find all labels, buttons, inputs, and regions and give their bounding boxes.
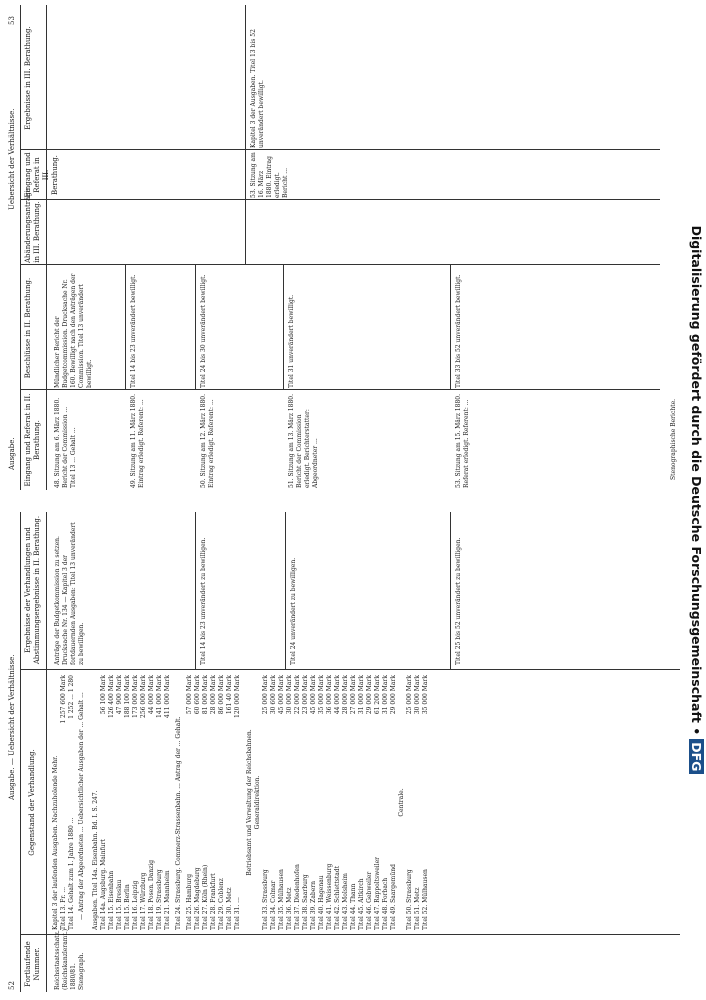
section-d-title: Centrale. — [398, 788, 405, 817]
entry-divider — [195, 265, 196, 390]
budget-line-label: Titel 38. Saarburg — [302, 874, 309, 930]
result-4: Titel 25 bis 52 unverändert zu bewilligen. — [455, 537, 462, 665]
section-c-subtitle: Generaldirektion. — [254, 775, 261, 830]
budget-line-label: Titel 30. Metz — [226, 887, 233, 930]
section-b-items — [186, 675, 242, 930]
budget-line-amount: 45 000 Mark — [278, 675, 285, 715]
budget-line-amount: 31 000 Mark — [358, 675, 365, 715]
budget-line — [414, 675, 422, 930]
budget-line-amount: 188 100 Mark — [124, 675, 131, 718]
budget-line-label: Titel 47. Rappoltsweiler — [374, 856, 381, 930]
right-col-header-result-iii: Ergebnisse in III. Berathung. — [24, 26, 32, 130]
entry-label-line: Stenograph. — [78, 952, 85, 990]
left-page-number: 52 — [8, 981, 16, 990]
budget-line-label: Titel 18. Posen. Danzig — [148, 859, 155, 930]
budget-line-label: Titel 25. Hamburg — [186, 873, 193, 930]
right-col-header-antrag-iii: Abänderungsanträge in III. Berathung. — [24, 188, 41, 263]
budget-line — [310, 675, 318, 930]
budget-line-amount: 47 900 Mark — [116, 675, 123, 715]
budget-line — [262, 675, 270, 930]
entry-divider — [283, 265, 284, 390]
budget-line-label: Titel 15. Breslau — [116, 879, 123, 930]
budget-note: — Antrag der Abgeordneten ... Uebersichtlicher Ausgaben der ... Gehalt ... — [78, 692, 85, 920]
section-c-items — [262, 675, 398, 930]
budget-line-label: Titel 15. Berlin — [124, 884, 131, 930]
budget-line-amount: 120 000 Mark — [234, 675, 241, 718]
dfg-logo-badge: DFG — [689, 739, 704, 774]
budget-line-label: Titel 13. Fr. ... — [60, 886, 67, 930]
right-col-divider-1 — [20, 389, 660, 390]
budget-line — [186, 675, 194, 930]
watermark-text: Digitalisierung gefördert durch die Deutsche Forschungsgemeinschaft • — [689, 225, 704, 736]
result-divider — [195, 512, 196, 670]
budget-line-amount: 44 000 Mark — [334, 675, 341, 715]
left-col-divider-1 — [20, 934, 680, 935]
right-col-header-beschluss: Beschlüsse in II. Berathung. — [24, 277, 32, 379]
beschluss-entry: Titel 33 bis 52 unverändert bewilligt. — [455, 274, 462, 388]
right-page-title-a: Ausgabe. — [8, 437, 16, 470]
budget-line-label: Titel 52. Mülhausen — [422, 869, 429, 930]
right-col-divider-4 — [20, 149, 660, 150]
budget-line-label: Titel 27. Köln (Rhein) — [202, 864, 209, 930]
beschluss-entry: Titel 31 unverändert bewilligt. — [288, 294, 295, 388]
right-page-title-b: Uebersicht der Verhältnisse. — [8, 108, 16, 210]
budget-line — [202, 675, 210, 930]
budget-line — [140, 675, 148, 930]
budget-line — [422, 675, 430, 930]
budget-line — [374, 675, 382, 930]
budget-line — [60, 675, 68, 930]
budget-line-amount: 60 600 Mark — [194, 675, 201, 715]
left-header-rule — [46, 512, 47, 992]
subject-column — [52, 675, 430, 930]
right-col-header-referat-iii: Eingang und Referat in III. Berathung. — [24, 152, 59, 198]
budget-line-amount: 30 000 Mark — [286, 675, 293, 715]
budget-line — [234, 675, 242, 930]
budget-line-amount: 411 000 Mark — [164, 675, 171, 718]
entry-label-line: 1880/81. — [70, 963, 77, 990]
left-col-header-results: Ergebnisse der Verhandlungen und Abstimmungsergebnisse in II. Berathung. — [24, 515, 41, 665]
budget-line-amount: 56 100 Mark — [100, 675, 107, 715]
left-top-rule — [20, 512, 21, 992]
budget-line — [358, 675, 366, 930]
left-col-divider-2 — [20, 669, 680, 670]
right-col-header-referat: Eingang und Referat in II. Berathung. — [24, 393, 41, 487]
budget-line-amount: 44 000 Mark — [148, 675, 155, 715]
budget-line-label: Titel 44. Thann — [350, 883, 357, 930]
budget-line-label: Titel 21. Mannheim — [164, 870, 171, 930]
budget-line-label: Titel 46. Gebweiler — [366, 871, 373, 930]
budget-line — [334, 675, 342, 930]
budget-line — [270, 675, 278, 930]
budget-line-label: Titel 16. Leipzig — [132, 880, 139, 930]
budget-items — [60, 675, 76, 930]
section-a-title: Ausgaben. Titel 14a. Eisenbahn. Bd. I. S. 247. — [92, 790, 99, 930]
budget-line — [406, 675, 414, 930]
beschluss-entry: Titel 24 bis 30 unverändert bewilligt. — [200, 274, 207, 388]
budget-line-amount: 30 000 Mark — [414, 675, 421, 715]
budget-line — [278, 675, 286, 930]
beschluss-entry: Mündlicher Bericht der Budgetcommission. Drucksache Nr. 160. Bewilligt nach den Anträgen der Commission. Titel 13 unverändert bewilligt. — [54, 273, 93, 388]
budget-line-amount: 29 000 Mark — [390, 675, 397, 715]
entry-divider — [125, 265, 126, 390]
section-c-title: Betriebsamt und Verwaltung der Reichsbahnen. — [246, 729, 253, 876]
section-d-items — [406, 675, 430, 930]
budget-line-label: Titel 34. Colmar — [270, 880, 277, 930]
budget-line-amount: 1 257 600 Mark — [60, 675, 67, 724]
right-col-divider-2 — [20, 264, 660, 265]
budget-line — [318, 675, 326, 930]
budget-line-label: Titel 35. Mülhausen — [278, 869, 285, 930]
section-a-items — [100, 675, 172, 930]
budget-line-label: Titel 39. Zabern — [310, 880, 317, 930]
budget-line-label: Titel 33. Strassburg — [262, 869, 269, 930]
budget-line — [68, 675, 76, 930]
result-3: Titel 24 unverändert zu bewilligen. — [290, 557, 297, 665]
budget-line-amount: 81 000 Mark — [202, 675, 209, 715]
budget-line — [132, 675, 140, 930]
budget-line-amount: 126 400 Mark — [108, 675, 115, 718]
beschluss-entry: Titel 14 bis 23 unverändert bewilligt. — [130, 274, 137, 388]
left-col-header-subject: Gegenstand der Verhandlung. — [28, 749, 36, 856]
budget-line — [294, 675, 302, 930]
budget-line-label: Titel 42. Schlettstadt — [334, 865, 341, 930]
referat-iii-entry: 53. Sitzung am 16. März 1880. Eintrag erledigt. Bericht ... — [250, 152, 289, 198]
budget-line-label: Titel 31. ... — [234, 897, 241, 930]
referat-entry: 48. Sitzung am 6. März 1880. Bericht der Commission ... Titel 13 ... Gehalt ... — [54, 397, 77, 488]
budget-line-amount: 29 000 Mark — [366, 675, 373, 715]
budget-line-label: Titel 51. Metz — [414, 887, 421, 930]
budget-line-amount: 22 000 Mark — [294, 675, 301, 715]
budget-line-label: Titel 14a. Augsburg. Mainfurt — [100, 839, 107, 930]
budget-line-amount: 141 000 Mark — [156, 675, 163, 718]
left-page-title: Ausgabe. — Uebersicht der Verhältnisse. — [8, 654, 16, 800]
budget-line — [124, 675, 132, 930]
left-entry-label — [54, 928, 86, 990]
budget-line-amount: 31 000 Mark — [382, 675, 389, 715]
budget-line-amount: 36 000 Mark — [326, 675, 333, 715]
budget-line-label: Titel 41. Weissenburg — [326, 863, 333, 930]
entry-label-line: Reichsstaatsschatz. (Reichskanzleramt.) — [54, 928, 69, 990]
budget-line-amount: 30 600 Mark — [270, 675, 277, 715]
budget-line — [286, 675, 294, 930]
budget-line-label: Titel 45. Altkirch — [358, 878, 365, 930]
budget-line-label: Titel 14. Gehalt zum 1. Jahre 1880 ... — [68, 817, 75, 930]
right-header-rule — [46, 5, 47, 490]
right-page-footer: Stenographische Berichte. — [670, 398, 677, 480]
budget-line — [382, 675, 390, 930]
budget-line-label: Titel 48. Forbach — [382, 877, 389, 930]
budget-line-amount: 86 000 Mark — [218, 675, 225, 715]
budget-line-amount: 61 200 Mark — [374, 675, 381, 715]
referat-entry: 49. Sitzung am 11. März 1880. Eintrag erledigt. Referent: ... — [130, 394, 145, 488]
budget-line-amount: 23 000 Mark — [302, 675, 309, 715]
budget-line — [390, 675, 398, 930]
budget-line-amount: 35 000 Mark — [318, 675, 325, 715]
budget-line-label: Titel 36. Metz — [286, 887, 293, 930]
section-b-note: Titel 24. Strassburg. Commerz-Strassenbahn. ... Antrag der ... Gehalt. — [175, 716, 182, 930]
budget-line — [116, 675, 124, 930]
budget-line-label: Titel 50. Strassburg — [406, 869, 413, 930]
budget-line-label: Titel 29. Coblenz — [218, 878, 225, 930]
budget-line-amount: 28 000 Mark — [342, 675, 349, 715]
budget-line-amount: 256 000 Mark — [140, 675, 147, 718]
budget-line-label: Titel 17. Würzburg — [140, 872, 147, 930]
budget-line — [164, 675, 172, 930]
budget-line-amount: 25 000 Mark — [262, 675, 269, 715]
entry-divider — [450, 265, 451, 390]
budget-line — [100, 675, 108, 930]
budget-line — [366, 675, 374, 930]
subject-intro: Kapitel 3 der laufenden Ausgaben. Nachzuholende Mehr. — [52, 755, 59, 930]
watermark-text-strip — [686, 0, 706, 1000]
budget-line — [194, 675, 202, 930]
budget-line — [226, 675, 234, 930]
result-iii-entry: Kapitel 3 der Ausgaben. Titel 13 bis 52 unverändert bewilligt. — [250, 29, 265, 148]
budget-line-amount: 173 000 Mark — [132, 675, 139, 718]
entry-divider — [245, 5, 246, 265]
budget-line-amount: 27 000 Mark — [350, 675, 357, 715]
budget-line-label: Titel 37. Diedenhofen — [294, 864, 301, 930]
dfg-watermark — [686, 0, 706, 1000]
result-divider — [285, 512, 286, 670]
referat-entry: 50. Sitzung am 12. März 1880. Eintrag erledigt. Referent: ... — [200, 394, 215, 488]
referat-entry: 53. Sitzung am 15. März 1880. Referat erledigt. Referent: ... — [455, 394, 470, 488]
budget-line — [342, 675, 350, 930]
budget-line-label: Titel 15. Eisenbahn — [108, 870, 115, 930]
budget-line — [302, 675, 310, 930]
right-top-rule — [20, 5, 21, 490]
right-col-divider-3 — [20, 199, 660, 200]
budget-line-label: Titel 26. Magdeburg — [194, 867, 201, 930]
budget-line — [108, 675, 116, 930]
budget-line-label: Titel 19. Strassburg — [156, 869, 163, 930]
budget-line-amount: 161 40 Mark — [226, 675, 233, 715]
budget-line-amount: 25 000 Mark — [406, 675, 413, 715]
budget-line — [218, 675, 226, 930]
budget-line-amount: 57 000 Mark — [186, 675, 193, 715]
budget-line — [210, 675, 218, 930]
result-2: Titel 14 bis 23 unverändert zu bewilligen. — [200, 537, 207, 665]
budget-line-amount: 35 000 Mark — [422, 675, 429, 715]
budget-line — [350, 675, 358, 930]
budget-line-amount: 45 000 Mark — [310, 675, 317, 715]
budget-line — [148, 675, 156, 930]
result-1: Anträge der Budgetkommission zu setzen. Drucksache Nr. 134 — Kapitel 3 der fortdauernden Ausgaben: Titel 13 unverändert zu bewilligen. — [54, 522, 85, 665]
right-page-number: 53 — [8, 16, 16, 25]
budget-line-amount: 28 000 Mark — [210, 675, 217, 715]
budget-line-amount: 1 252 ... 1 280 — [68, 675, 75, 719]
budget-line-label: Titel 28. Frankfurt — [210, 873, 217, 930]
budget-line — [326, 675, 334, 930]
result-divider — [450, 512, 451, 670]
left-col-header-number: Fortlaufende Nummer. — [24, 941, 41, 987]
budget-line-label: Titel 40. Hagenau — [318, 875, 325, 930]
budget-line — [156, 675, 164, 930]
budget-line-label: Titel 49. Saargemünd — [390, 864, 397, 930]
referat-entry: 51. Sitzung am 13. März 1880. Bericht der Commission erledigt. Berichterstatter: Abgeordneter ... — [288, 394, 319, 488]
budget-line-label: Titel 43. Molsheim — [342, 873, 349, 930]
